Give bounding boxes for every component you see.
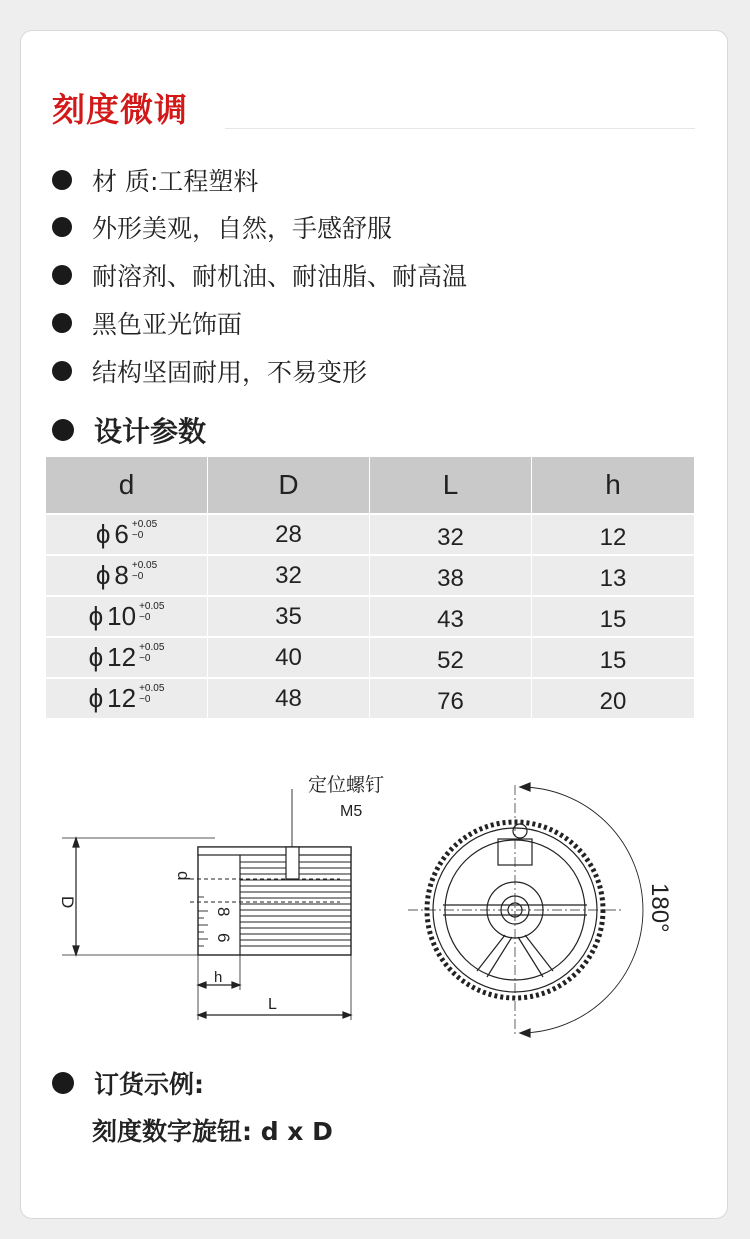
table-header-row (46, 457, 694, 513)
tolerance: +0.05 −0 (131, 518, 158, 541)
tolerance: +0.05 −0 (131, 559, 158, 582)
screw-size-label: M5 (340, 803, 363, 820)
tolerance: +0.05 −0 (139, 641, 165, 664)
cell-D: 35 (208, 595, 370, 636)
diameter-symbol: ϕ (88, 683, 104, 713)
d-value: 12 (107, 683, 137, 713)
d-value: 10 (107, 601, 137, 631)
bullet-icon (52, 217, 72, 237)
side-view (62, 789, 351, 1020)
diameter-symbol: ϕ (95, 560, 111, 590)
table-row (46, 513, 694, 554)
diameter-symbol: ϕ (88, 601, 104, 631)
technical-drawing (40, 765, 710, 1055)
header-d: d (46, 457, 208, 513)
feature-item: 黑色亚光饰面 (52, 308, 242, 338)
cell-d (46, 636, 208, 677)
order-heading: 订货示例: (52, 1065, 204, 1101)
table-row (46, 677, 694, 718)
cell-d (46, 513, 208, 554)
cell-h: 12 (532, 513, 694, 554)
bullet-icon (52, 170, 72, 190)
diameter-symbol: ϕ (95, 519, 111, 549)
cell-h: 20 (532, 677, 694, 718)
order-example: 刻度数字旋钮: d x D (92, 1117, 333, 1146)
cell-L: 52 (370, 636, 532, 677)
title-divider (225, 128, 695, 129)
cell-h: 15 (532, 595, 694, 636)
cell-D: 32 (208, 554, 370, 595)
cell-L: 32 (370, 513, 532, 554)
params-table (46, 457, 694, 718)
header-D: D (208, 457, 370, 513)
label-D: D (58, 896, 77, 909)
table-row (46, 636, 694, 677)
cell-D: 48 (208, 677, 370, 718)
cell-d (46, 595, 208, 636)
feature-item: 结构坚固耐用，不易变形 (52, 356, 367, 386)
label-d: d (174, 871, 193, 881)
tolerance: +0.05 −0 (139, 682, 165, 705)
bullet-icon (52, 265, 72, 285)
label-L: L (268, 996, 277, 1013)
cell-L: 38 (370, 554, 532, 595)
section-title: 刻度微调 (52, 90, 188, 129)
tolerance: +0.05 −0 (139, 600, 165, 623)
scale-6: 6 (214, 933, 233, 943)
d-value: 6 (114, 519, 129, 549)
bullet-icon (52, 313, 72, 333)
table-row (46, 595, 694, 636)
bullet-icon (52, 1072, 74, 1094)
cell-d (46, 677, 208, 718)
header-L: L (370, 457, 532, 513)
angle-label: 180° (646, 883, 673, 933)
cell-h: 13 (532, 554, 694, 595)
diameter-symbol: ϕ (88, 642, 104, 672)
table-row (46, 554, 694, 595)
d-value: 8 (114, 560, 129, 590)
set-screw-label: 定位螺钉 (308, 774, 385, 796)
d-value: 12 (107, 642, 137, 672)
header-h: h (532, 457, 694, 513)
cell-L: 76 (370, 677, 532, 718)
cell-L: 43 (370, 595, 532, 636)
bullet-icon (52, 419, 74, 441)
feature-item: 材 质:工程塑料 (52, 165, 258, 195)
cell-D: 28 (208, 513, 370, 554)
cell-D: 40 (208, 636, 370, 677)
feature-item: 外形美观，自然，手感舒服 (52, 212, 392, 242)
bullet-icon (52, 361, 72, 381)
params-heading: 设计参数 (52, 410, 206, 450)
label-h: h (214, 969, 223, 986)
cell-d (46, 554, 208, 595)
scale-8: 8 (214, 907, 233, 917)
feature-item: 耐溶剂、耐机油、耐油脂、耐高温 (52, 260, 467, 290)
front-view (408, 783, 643, 1037)
cell-h: 15 (532, 636, 694, 677)
